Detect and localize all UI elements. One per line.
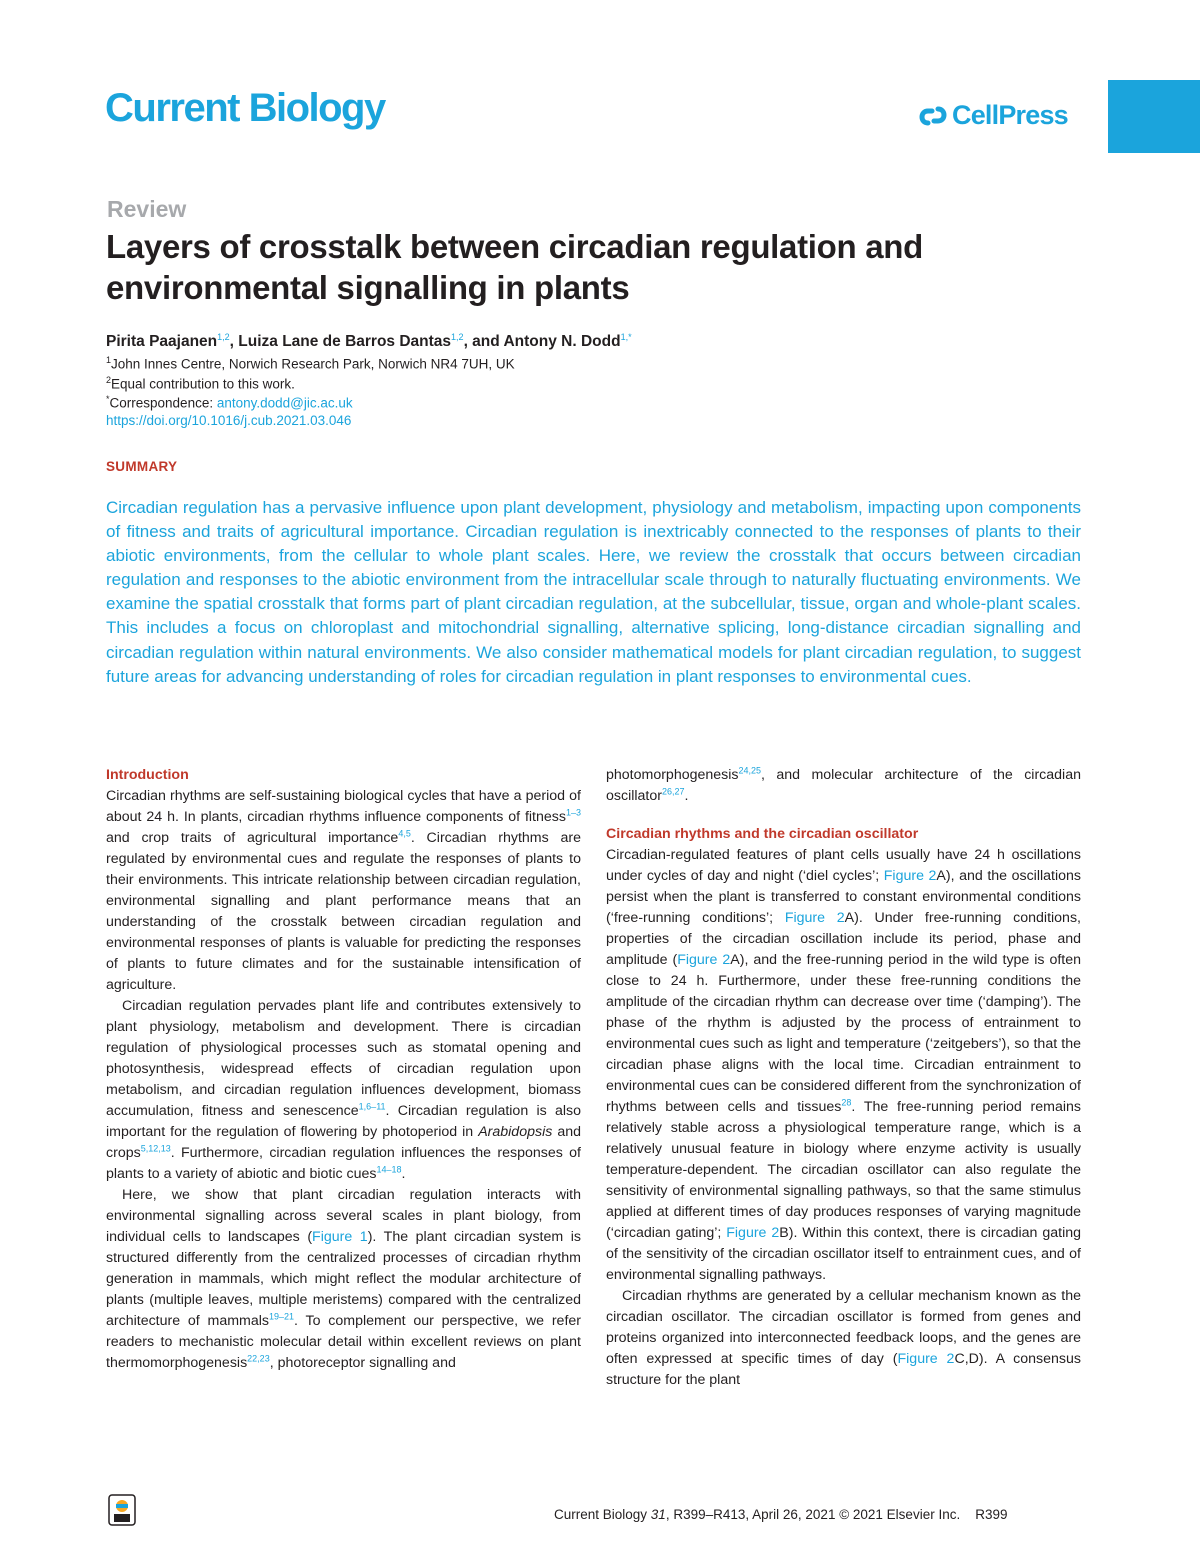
doi-line	[106, 413, 351, 428]
page-footer: Current Biology 31, R399–R413, April 26, 2021 © 2021 Elsevier Inc. R399	[554, 1507, 1008, 1522]
citation[interactable]: 14–18	[376, 1164, 402, 1175]
email-link[interactable]: antony.dodd@jic.ac.uk	[216, 395, 353, 411]
author-affiliation-mark: 1,*	[620, 332, 632, 342]
paragraph: Circadian rhythms are self-sustaining biological cycles that have a period of about 24 h. In plants, circadian rhythms influence components of fitness$^{1-3}$ and crop traits of agricultural importance$^{4,5}$. Circadian rhythms are regulated by environmental cues and regulate the responses of plants to their environments. This intricate relationship between circadian regulation, environmental signalling and plant performance means that an understanding of the crosstalk between circadian regulation and environmental responses of plants is valuable for predicting the responses of plants to future climates and for the sustainable intensification of agriculture.	[106, 788, 581, 993]
section-heading-introduction: Introduction	[106, 767, 189, 783]
figure-link[interactable]: Figure 2	[784, 910, 845, 926]
author-list: Pirita Paajanen$^{1,2}$, Luiza Lane de Barros Dantas$^{1,2}$, and Antony N. Dodd$^{1,*}$	[106, 332, 632, 351]
citation[interactable]: 26,27	[661, 786, 685, 797]
correspondence: *Correspondence: antony.dodd@jic.ac.uk	[106, 394, 353, 411]
figure-link[interactable]: Figure 1	[312, 1229, 368, 1245]
citation[interactable]: 1–3	[565, 807, 581, 818]
equal-contribution-note: $^2$Equal contribution to this work.	[106, 375, 295, 392]
citation[interactable]: 22,23	[247, 1353, 270, 1364]
body-column-left	[106, 765, 581, 1374]
summary-heading: SUMMARY	[106, 459, 178, 474]
author-name: Luiza Lane de Barros Dantas	[238, 333, 452, 351]
author-name: Pirita Paajanen	[106, 333, 218, 351]
paragraph: photomorphogenesis$^{24,25}$, and molecular architecture of the circadian oscillator$^{26,27}$.	[606, 765, 1081, 804]
paragraph: Circadian-regulated features of plant cells usually have 24 h oscillations under cycles of day and night (‘diel cycles’; Figure 2A), and the oscillations persist when the plant is transferred to constant environmental conditions (‘free-running conditions’; Figure 2A). Under free-running conditions, properties of the circadian oscillation include its period, phase and amplitude (Figure 2A), and the free-running period in the wild type is often close to 24 h. Furthermore, under these free-running conditions the amplitude of the circadian rhythm can decrease over time (‘damping’). The phase of the rhythm is adjusted by the process of entrainment to environmental cues such as light and temperature (‘zeitgebers’), so that the circadian phase aligns with the local time. Circadian entrainment to environmental cues can be considered different from the synchronization of rhythms between cells and tissues$^{28}$. The free-running period remains relatively stable across a physiological temperature range, which is a relatively unusual feature in biology where enzyme activity is usually temperature-dependent. The circadian oscillator can also regulate the sensitivity of environmental signalling pathways, so that the same stimulus applied at different times of day produces responses of varying magnitude (‘circadian gating’; Figure 2B). Within this context, there is circadian gating of the sensitivity of the circadian oscillator itself to entrainment cues, and of environmental signalling pathways.	[606, 847, 1082, 1283]
figure-link[interactable]: Figure 2	[677, 952, 731, 968]
citation[interactable]: 28	[841, 1097, 852, 1108]
citation[interactable]: 5,12,13	[140, 1143, 171, 1154]
open-access-badge-icon[interactable]	[108, 1494, 136, 1526]
article-title: Layers of crosstalk between circadian regulation and environmental signalling in plants	[106, 228, 924, 306]
section-heading-oscillator: Circadian rhythms and the circadian oscillator	[606, 826, 919, 842]
figure-link[interactable]: Figure 2	[883, 868, 937, 884]
figure-link[interactable]: Figure 2	[726, 1225, 780, 1241]
paragraph: Circadian rhythms are generated by a cellular mechanism known as the circadian oscillator. The circadian oscillator is formed from genes and proteins organized into interconnected feedback loops, and the genes are often expressed at specific times of day (Figure 2C,D). A consensus structure for the plant	[606, 1288, 1081, 1388]
paragraph: Circadian regulation pervades plant life and contributes extensively to plant physiology, metabolism and development. There is circadian regulation of physiological processes such as stomatal opening and photosynthesis, widespread effects of circadian regulation upon metabolism, and circadian regulation influences development, biomass accumulation, fitness and senescence$^{1,6-11}$. Circadian regulation is also important for the regulation of flowering by photoperiod in Arabidopsis and crops$^{5,12,13}$. Furthermore, circadian regulation influences the responses of plants to a variety of abiotic and biotic cues$^{14-18}$.	[106, 998, 581, 1182]
author-name: Antony N. Dodd	[503, 333, 621, 351]
publisher-logo	[918, 100, 1068, 131]
cellpress-logo-icon	[918, 103, 948, 129]
journal-title: Current Biology	[105, 86, 385, 130]
citation[interactable]: 4,5	[398, 828, 411, 839]
author-affiliation-mark: 1,2	[217, 332, 230, 342]
article-type: Review	[107, 196, 187, 222]
citation[interactable]: 1,6–11	[358, 1101, 386, 1112]
publisher-name: CellPress	[952, 100, 1068, 130]
summary-text: Circadian regulation has a pervasive influence upon plant development, physiology and metabolism, impacting upon components of fitness and traits of agricultural importance. Circadian regulation is inextricably connected to the responses of plants to their abiotic environments, from the cellular to whole plant scales. Here, we review the crosstalk that occurs between circadian regulation and responses to the abiotic environment from the intracellular scale through to naturally fluctuating environments. We examine the spatial crosstalk that forms part of plant circadian regulation, at the subcellular, tissue, organ and whole-plant scales. This includes a focus on chloroplast and mitochondrial signalling, alternative splicing, long-distance circadian signalling and circadian regulation within natural environments. We also consider mathematical models for plant circadian regulation, to suggest future areas for advancing understanding of roles for circadian regulation in plant responses to environmental cues.	[106, 498, 1081, 686]
affiliation: $^1$John Innes Centre, Norwich Research Park, Norwich NR4 7UH, UK	[106, 355, 515, 372]
citation[interactable]: 19–21	[269, 1311, 295, 1322]
doi-link[interactable]: https://doi.org/10.1016/j.cub.2021.03.046	[106, 413, 352, 428]
citation[interactable]: 24,25	[738, 765, 762, 776]
page-number: R399	[975, 1507, 1008, 1522]
paragraph: Here, we show that plant circadian regulation interacts with environmental signalling across several scales in plant biology, from individual cells to landscapes (Figure 1). The plant circadian system is structured differently from the centralized processes of circadian rhythm generation in mammals, which might reflect the modular architecture of plants (multiple leaves, multiple meristems) compared with the centralized architecture of mammals$^{19-21}$. To complement our perspective, we refer readers to mechanistic molecular detail within excellent reviews on plant thermomorphogenesis$^{22,23}$, photoreceptor signalling and	[106, 1187, 581, 1371]
header-accent-bar	[1108, 80, 1200, 153]
author-affiliation-mark: 1,2	[451, 332, 464, 342]
body-column-right	[606, 765, 1081, 1391]
figure-link[interactable]: Figure 2	[897, 1351, 955, 1367]
